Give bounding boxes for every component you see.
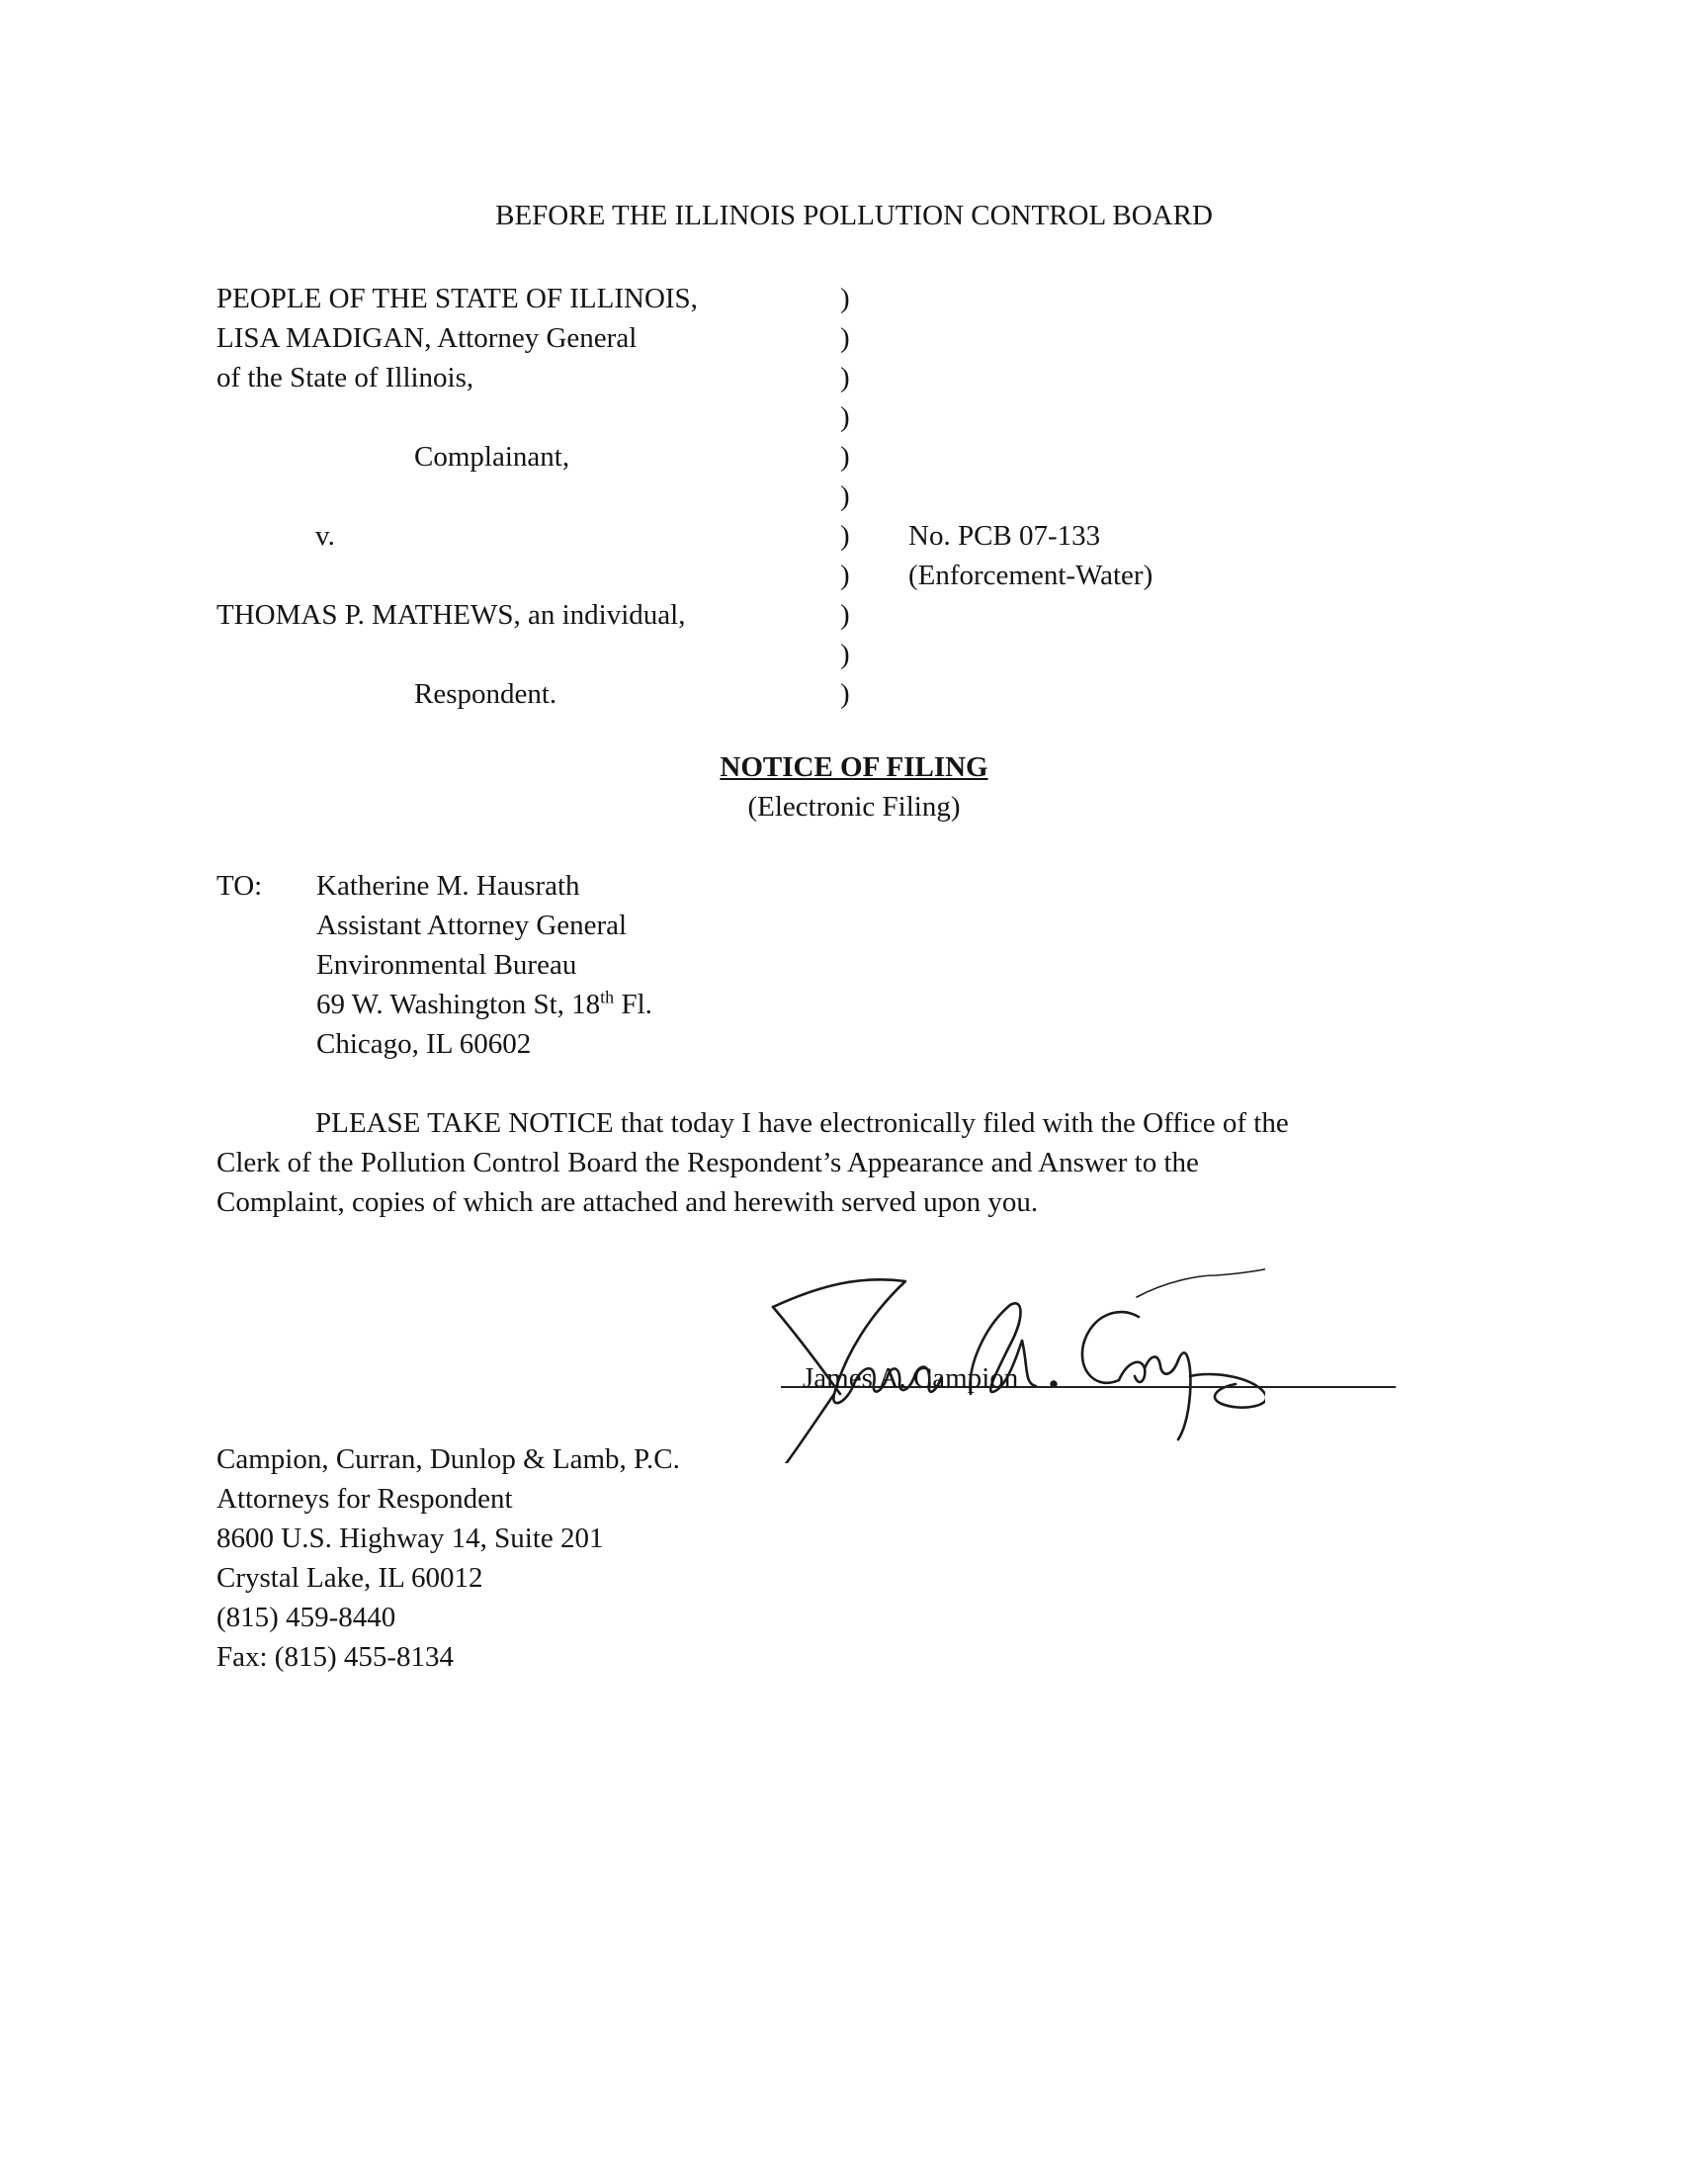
recipient-title: Assistant Attorney General — [316, 910, 628, 941]
caption-paren: ) — [840, 520, 850, 552]
complainant-role: Complainant, — [414, 441, 570, 473]
notice-heading: NOTICE OF FILING — [720, 751, 988, 783]
caption-paren: ) — [840, 599, 850, 631]
notice-body-paragraph — [216, 1103, 1462, 1222]
caption-paren: ) — [840, 441, 850, 473]
recipient-street — [316, 985, 652, 1024]
firm-address: 8600 U.S. Highway 14, Suite 201 — [216, 1522, 604, 1554]
caption-paren: ) — [840, 401, 850, 433]
complainant-line-3: of the State of Illinois, — [216, 362, 474, 393]
case-number: No. PCB 07-133 — [908, 520, 1101, 552]
recipient-address-block — [316, 866, 652, 1064]
recipient-department: Environmental Bureau — [316, 949, 577, 981]
recipient-street-ordinal: th — [600, 987, 615, 1007]
recipient-street-suffix: Fl. — [614, 989, 652, 1020]
versus-label: v. — [315, 520, 335, 552]
notice-subheading: (Electronic Filing) — [747, 791, 961, 823]
handwritten-signature — [751, 1246, 1265, 1463]
recipient-street-prefix: 69 W. Washington St, 18 — [316, 989, 601, 1020]
firm-name: Campion, Curran, Dunlop & Lamb, P.C. — [216, 1443, 680, 1475]
caption-parenthesis-column — [840, 279, 860, 714]
caption-paren: ) — [840, 283, 850, 314]
complainant-line-1: PEOPLE OF THE STATE OF ILLINOIS, — [216, 283, 698, 314]
caption-paren: ) — [840, 678, 850, 710]
case-type: (Enforcement-Water) — [908, 560, 1153, 591]
recipient-name: Katherine M. Hausrath — [316, 870, 580, 902]
body-line-3: Complaint, copies of which are attached and herewith served upon you. — [216, 1186, 1039, 1218]
firm-block — [216, 1439, 680, 1677]
firm-city: Crystal Lake, IL 60012 — [216, 1562, 483, 1594]
firm-fax: Fax: (815) 455-8134 — [216, 1641, 455, 1673]
body-line-2: Clerk of the Pollution Control Board the Respondent’s Appearance and Answer to the — [216, 1147, 1199, 1178]
firm-phone: (815) 459-8440 — [216, 1602, 396, 1633]
respondent-role: Respondent. — [414, 678, 557, 710]
signer-name: James A. Campion — [803, 1362, 1019, 1394]
recipient-city: Chicago, IL 60602 — [316, 1028, 532, 1060]
firm-role: Attorneys for Respondent — [216, 1483, 513, 1515]
complainant-line-2: LISA MADIGAN, Attorney General — [216, 322, 638, 354]
board-title: BEFORE THE ILLINOIS POLLUTION CONTROL BOARD — [495, 200, 1213, 231]
respondent-name: THOMAS P. MATHEWS, an individual, — [216, 599, 686, 631]
caption-paren: ) — [840, 639, 850, 670]
to-label: TO: — [216, 870, 263, 902]
caption-paren: ) — [840, 560, 850, 591]
caption-paren: ) — [840, 480, 850, 512]
caption-paren: ) — [840, 362, 850, 393]
body-line-1: PLEASE TAKE NOTICE that today I have electronically filed with the Office of the — [315, 1107, 1289, 1139]
caption-paren: ) — [840, 322, 850, 354]
